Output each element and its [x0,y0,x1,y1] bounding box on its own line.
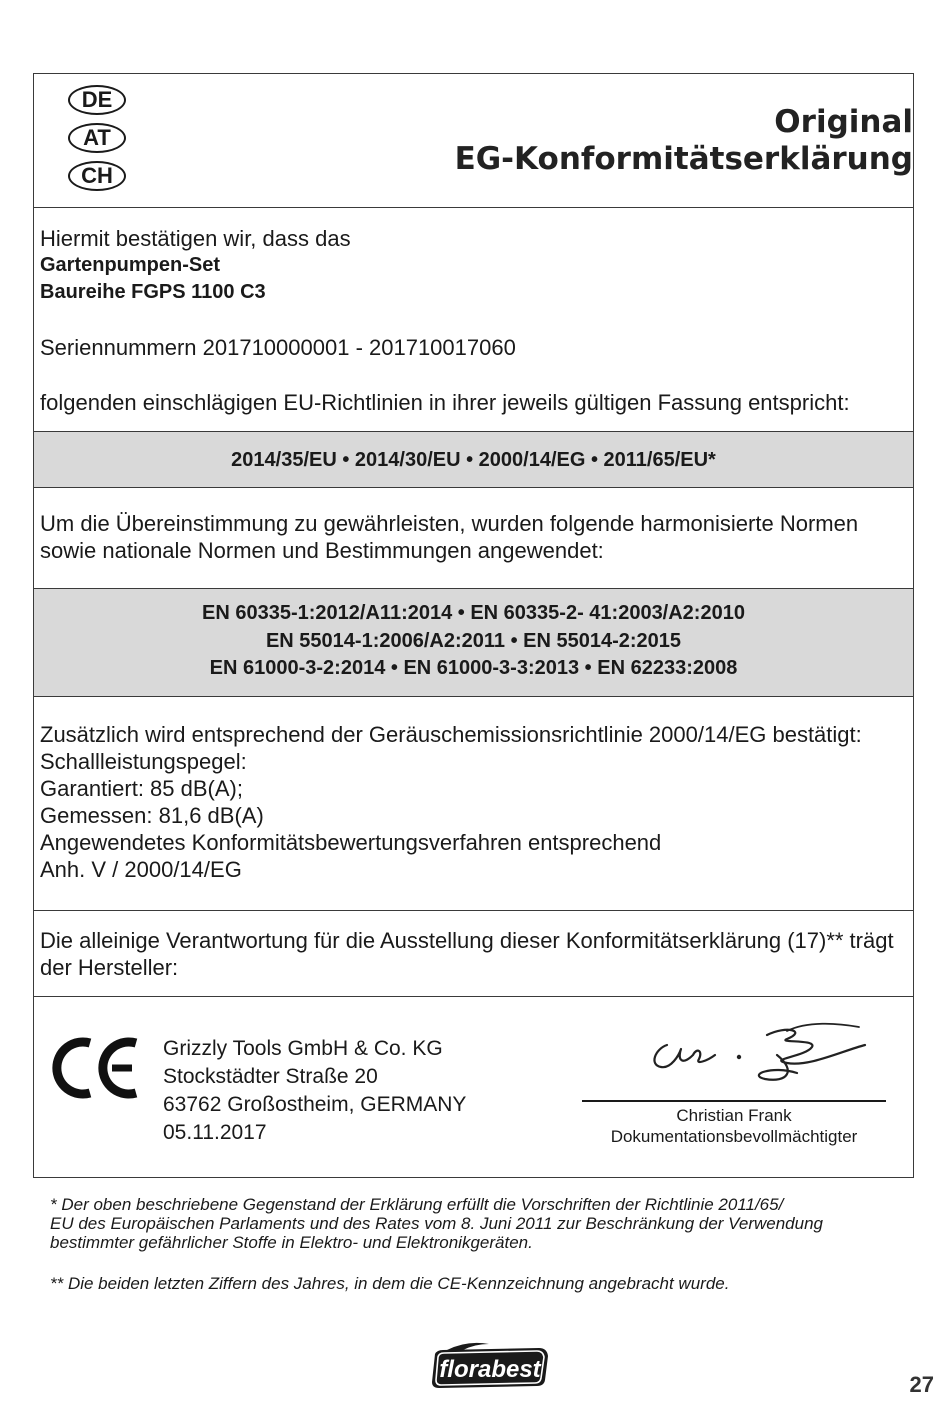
responsibility-line-1: Die alleinige Verantwortung für die Ausstellung dieser Konformitätserklärung (17)** trägt [40,928,894,953]
serial-numbers: Seriennummern 201710000001 - 201710017060 [40,335,516,360]
document-title [455,104,913,178]
noise-measured: Gemessen: 81,6 dB(A) [40,803,264,828]
norms-intro-line-2: sowie nationale Normen und Bestimmungen angewendet: [40,538,604,563]
responsibility-section [34,911,913,997]
footnote-2: ** Die beiden letzten Ziffern des Jahres, in dem die CE-Kennzeichnung angebracht wurde. [50,1274,730,1293]
noise-section [34,697,913,911]
signatory-role: Dokumentationsbevollmächtigter [610,1127,858,1146]
header-section [34,74,913,208]
footnote-1-line-3: bestimmter gefährlicher Stoffe in Elektro- und Elektronikgeräten. [50,1233,533,1252]
noise-guaranteed: Garantiert: 85 dB(A); [40,776,243,801]
signature-icon [637,1015,867,1095]
noise-line-2: Schallleistungspegel: [40,749,247,774]
florabest-logo-icon [427,1340,552,1390]
title-line-2: EG-Konformitätserklärung [454,141,913,177]
norms-intro-section [34,488,913,589]
footnote-1-line-1: * Der oben beschriebene Gegenstand der Erklärung erfüllt die Vorschriften der Richtlinie 2011/65/ [50,1195,784,1214]
footnote-1-line-2: EU des Europäischen Parlaments und des Rates vom 8. Juni 2011 zur Beschränkung der Verwendung [50,1214,824,1233]
title-line-1: Original [774,104,913,140]
footnote-1 [50,1195,910,1252]
svg-text:florabest: florabest [439,1356,541,1383]
manufacturer-street: Stockstädter Straße 20 [163,1065,378,1088]
declaration-frame [33,73,914,1178]
manufacturer-city: 63762 Großostheim, GERMANY [163,1093,467,1116]
declaration-date: 05.11.2017 [163,1121,267,1144]
intro-line: Hiermit bestätigen wir, dass das [40,226,351,251]
noise-line-6: Anh. V / 2000/14/EG [40,857,242,882]
responsibility-line-2: der Hersteller: [40,955,179,980]
intro-section [34,208,913,432]
language-badge-ch: CH [68,161,126,191]
ce-mark-icon [52,1037,142,1099]
language-badge-de: DE [68,85,126,115]
manufacturer-name: Grizzly Tools GmbH & Co. KG [163,1037,443,1060]
norm-line-2: EN 55014-1:2006/A2:2011 • EN 55014-2:2015 [265,629,682,652]
noise-line-5: Angewendetes Konformitätsbewertungsverfahren entsprechend [40,830,662,855]
norms-intro-line-1: Um die Übereinstimmung zu gewährleisten, wurden folgende harmonisierte Normen [40,511,859,536]
intro-text [34,225,351,306]
product-name: Gartenpumpen-Set [40,254,221,276]
norm-line-3: EN 61000-3-2:2014 • EN 61000-3-3:2013 • EN 62233:2008 [209,657,738,679]
manufacturer-section [34,997,913,1177]
noise-line-1: Zusätzlich wird entsprechend der Geräuschemissionsrichtlinie 2000/14/EG bestätigt: [40,722,862,747]
page-number: 27 [909,1372,934,1397]
signatory-name: Christian Frank [676,1106,792,1125]
language-badge-at: AT [68,123,126,153]
norms-band [34,589,913,697]
directives-intro: folgenden einschlägigen EU-Richtlinien in ihrer jeweils gültigen Fassung entspricht: [40,390,850,415]
signature-line [582,1100,886,1102]
norm-line-1: EN 60335-1:2012/A11:2014 • EN 60335-2- 41:2003/A2:2010 [202,602,745,624]
product-series: Baureihe FGPS 1100 C3 [40,281,266,303]
directives-band: 2014/35/EU • 2014/30/EU • 2000/14/EG • 2011/65/EU* [34,432,913,488]
manufacturer-address [163,1035,466,1147]
